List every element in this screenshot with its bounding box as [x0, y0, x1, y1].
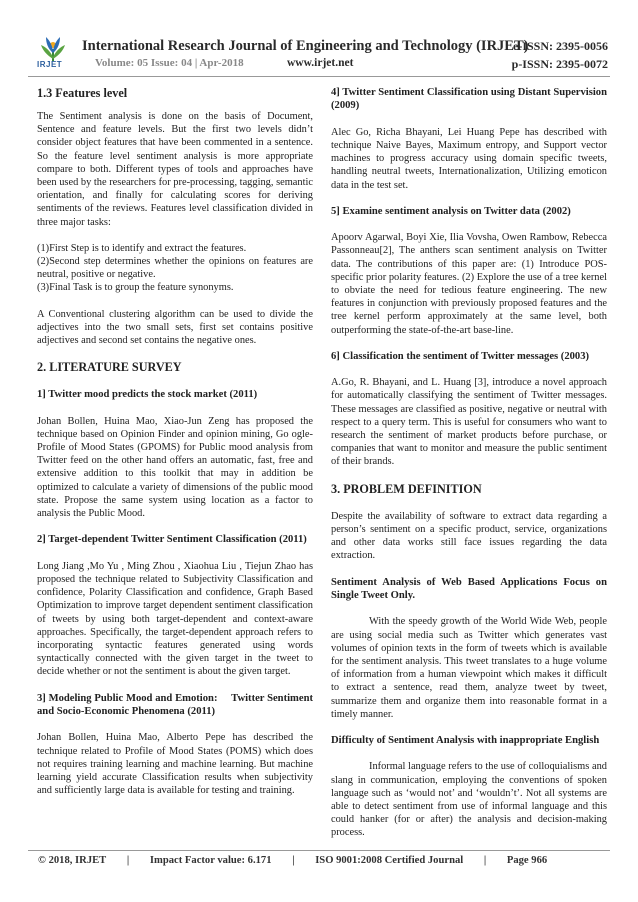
e-issn: e-ISSN: 2395-0056: [513, 39, 608, 53]
footer-page-number: Page 966: [506, 855, 548, 866]
subsection-title-single-tweet: Sentiment Analysis of Web Based Applications Focus on Single Tweet Only.: [331, 576, 607, 601]
right-column: [331, 86, 607, 840]
features-level-paragraph: The Sentiment analysis is done on the basis of Document, Sentence and feature levels. But the first two levels didn’t consider object features that have been commented in a sentence. So the feature level sentiment analysis is more appropriate compare to both. Different types of tools and approaches have been used by the researchers for pre-processing, tagging, semantic orientation, and finally for calculating scores for deriving sentiments of the reviews. Features level classification divided in three major tasks:: [37, 111, 313, 228]
ref1-title: 1] Twitter mood predicts the stock market (2011): [37, 389, 258, 401]
single-tweet-paragraph: With the speedy growth of the World Wide Web, people are using social media such as Twitter which generates vast volumes of opinion texts in the form of tweets which is available for the sentiment analysis. This tweet translates to a huge volume of information from a human viewpoint which makes it difficult to extract a sentence, read them, analyze tweet by tweet, summarize them and organize them into reasonable format in a timely manner.: [331, 616, 607, 720]
ref5-text: Apoorv Agarwal, Boyi Xie, Ilia Vovsha, Owen Rambow, Rebecca Passonneau[2], The anthers scan sentiment analysis on Twitter data. The contributions of this paper are: (1) Introduce POS-specific prior polarity features. (2) Explore the use of a tree kernel to obviate the need for tedious feature engineering. The new features in conjunction with previously proposed features and the tree kernel perform approximately at the same level, both outperforming the state-of-the-art base-line.: [331, 232, 607, 336]
ref2-text: Long Jiang ,Mo Yu , Ming Zhou , Xiaohua Liu , Tiejun Zhao has proposed the technique related to Subjectivity Classification and confidence, Polarity Classification and confidence, Graph Based Optimization to improve target dependent sentiment classification of tweets by using both target-dependent and context-aware approaches. Specifically, the target-dependent approach refers to incorporating syntactic features generated using words syntactically connected with the given target in the tweet to decide whether or not the sentiment is about the given target.: [37, 560, 313, 678]
ref2-title: 2] Target-dependent Twitter Sentiment Classification (2011): [37, 534, 307, 546]
section-title-features-level: 1.3 Features level: [37, 86, 128, 100]
features-task-3: (3)Final Task is to group the feature synonyms.: [37, 282, 234, 294]
footer-separator: |: [126, 855, 130, 866]
journal-website-link[interactable]: www.irjet.net: [287, 57, 354, 69]
ref3-text: Johan Bollen, Huina Mao, Alberto Pepe has described the technique related to Profile of Mood States (POMS) which does not requires training learning and machine learning. But machine learning yield accurate Classification results when subjectivity and sufficiently large data is available for testing and training.: [37, 732, 313, 797]
left-column: [37, 86, 316, 797]
features-task-1: (1)First Step is to identify and extract the features.: [37, 242, 247, 254]
ref6-text: A.Go, R. Bhayani, and L. Huang [3], introduce a novel approach for automatically classifying the sentiment of Twitter messages. These messages are classified as positive, negative or neutral with respect to a query term. This is useful for consumers who want to research the sentiment of market products before purchase, or companies that want to monitor and measure the public sentiment of their brands.: [331, 377, 607, 468]
footer-separator: |: [483, 855, 487, 866]
page-footer: [38, 855, 598, 866]
footer-copyright: © 2018, IRJET: [38, 855, 107, 866]
ref6-title: 6] Classification the sentiment of Twitter messages (2003): [331, 350, 590, 362]
ref4-title: 4] Twitter Sentiment Classification using Distant Supervision (2009): [331, 87, 607, 112]
subsection-title-inappropriate-english: Difficulty of Sentiment Analysis with inappropriate English: [331, 734, 600, 746]
ref4-text: Alec Go, Richa Bhayani, Lei Huang Pepe has described with technique Naive Bayes, Maximum entropy, and Support vector machines to progress accuracy using domain specific tweets, handling neutral tweets, Internationalization, Utilizing emoticon data in the test set.: [331, 126, 607, 191]
footer-impact-factor: Impact Factor value: 6.171: [149, 855, 272, 866]
p-issn: p-ISSN: 2395-0072: [511, 57, 608, 71]
section-title-problem-definition: 3. PROBLEM DEFINITION: [331, 481, 482, 496]
clustering-paragraph: A Conventional clustering algorithm can be used to divide the adjectives into the two small sets, first set contains positive adjectives and second set contains the negative ones.: [37, 308, 313, 347]
logo-wordmark: IRJET: [37, 60, 63, 69]
problem-definition-paragraph: Despite the availability of software to extract data regarding a person’s sentiment on a specific product, service, organizations and other data works still face issues regarding the data extraction.: [331, 510, 607, 562]
journal-title: International Research Journal of Engineering and Technology (IRJET): [82, 38, 529, 54]
ref5-title: 5] Examine sentiment analysis on Twitter data (2002): [331, 205, 571, 217]
irjet-logo-icon: [33, 31, 73, 77]
footer-divider: [28, 850, 610, 851]
header-divider: [28, 76, 610, 77]
volume-issue: Volume: 05 Issue: 04 | Apr-2018: [95, 57, 244, 69]
ref3-title: 3] Modeling Public Mood and Emotion: Twitter Sentiment and Socio-Economic Phenomena (2011): [37, 692, 316, 717]
page-header: [0, 0, 638, 78]
ref1-text: Johan Bollen, Huina Mao, Xiao-Jun Zeng has proposed the technique based on Opinion Finder and opinion mining, Go ogle-Profile of Mood States (GPOMS) for Public mood analysis from Twitter feed on the other hand offers an automatic, fast, free and extensive addition to this toolkit that may in addition be optimized to calculate a variety of dimensions of the public mood state. Propose the same system using location as a factor to analysis the Public Mood.: [37, 415, 313, 520]
features-task-2: (2)Second step determines whether the opinions on features are neutral, positive or negative.: [37, 256, 313, 281]
footer-iso-certification: ISO 9001:2008 Certified Journal: [315, 855, 464, 866]
footer-separator: |: [292, 855, 295, 866]
section-title-literature-survey: 2. LITERATURE SURVEY: [37, 360, 182, 375]
inappropriate-english-paragraph: Informal language refers to the use of colloquialisms and slang in communication, employing the conventions of spoken language such as ‘would not’ and ‘wouldn’t’. Not all systems are able to detect sentiment from use of informal language and this could hanker (for or after) the analysis and decision-making process.: [331, 761, 607, 839]
